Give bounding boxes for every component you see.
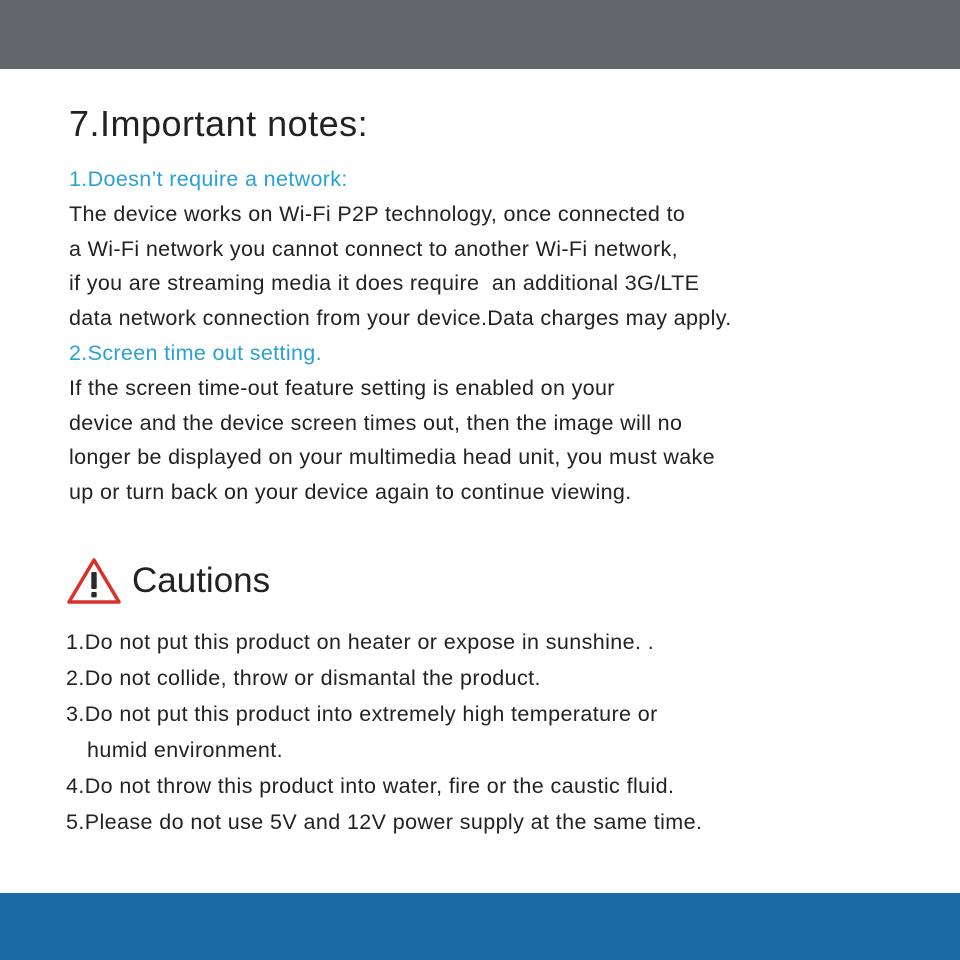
caution-item: 2.Do not collide, throw or dismantal the product. [66,666,541,690]
caution-item: 5.Please do not use 5V and 12V power supply at the same time. [66,810,703,834]
timeout-text-line: device and the device screen times out, then the image will no [69,410,683,435]
caution-item: 1.Do not put this product on heater or expose in sunshine. . [66,630,655,654]
timeout-text-line: If the screen time-out feature setting is enabled on your [69,375,615,400]
bottom-banner [0,893,960,960]
cautions-title: Cautions [132,561,271,600]
network-text-line: a Wi-Fi network you cannot connect to another Wi-Fi network, [69,236,678,261]
important-notes-title: 7.Important notes: [69,103,369,144]
timeout-text-line: longer be displayed on your multimedia head unit, you must wake [69,445,715,470]
caution-item: 4.Do not throw this product into water, fire or the caustic fluid. [66,774,675,798]
network-subheading: 1.Doesn’t require a network: [69,167,348,191]
timeout-subheading: 2.Screen time out setting. [69,340,322,365]
network-text-line: The device works on Wi-Fi P2P technology, once connected to [69,201,686,226]
network-text-line: if you are streaming media it does require an additional 3G/LTE [69,271,700,296]
timeout-text-line: up or turn back on your device again to continue viewing. [69,480,632,505]
top-banner [0,0,960,69]
caution-item: 3.Do not put this product into extremely high temperature or [66,702,658,726]
warning-triangle-icon [66,557,122,605]
caution-item-continuation: humid environment. [87,738,284,762]
cautions-header [66,556,270,606]
cautions-list [66,624,926,840]
important-notes-body [69,162,929,510]
network-text-line: data network connection from your device.Data charges may apply. [69,306,732,331]
